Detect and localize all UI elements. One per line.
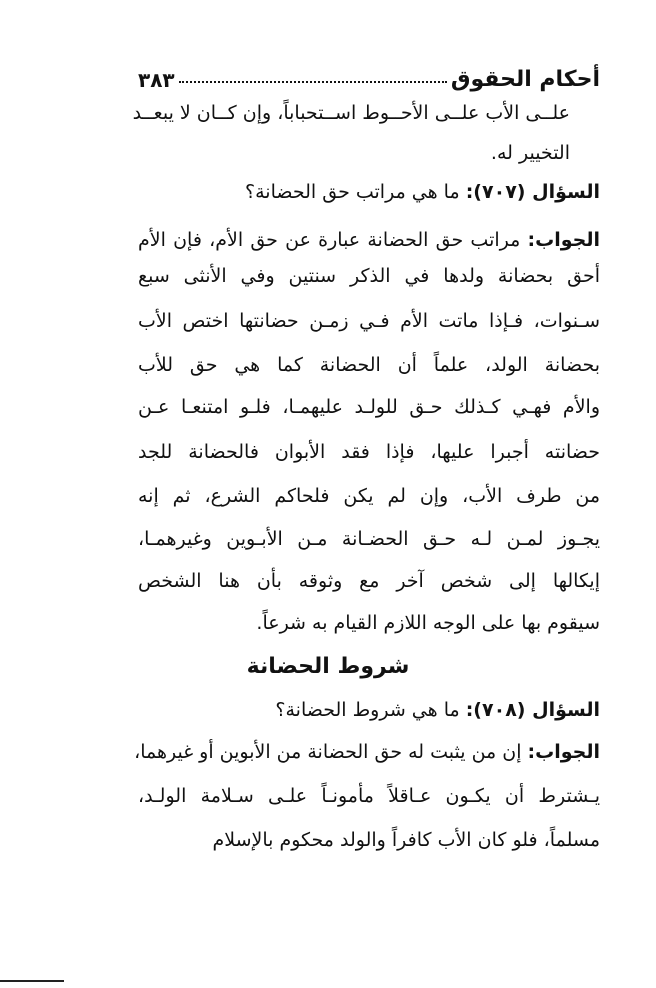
text-line: بحضانة الولد، علماً أن الحضانة كما هي حق للأب [138,354,600,376]
answer-label: الجواب: [527,229,600,251]
question-708 [138,695,600,725]
text-line: يـشترط أن يكـون عـاقلاً مأمونـاً علـى سـلامة الولـد، [138,785,600,807]
question-text: ما هي مراتب حق الحضانة؟ [245,181,460,203]
question-707 [138,177,600,207]
answer-708-first-line [134,737,600,767]
text-line: والأم فهـي كـذلك حـق للولـد عليهمـا، فلـو امتنعـا عـن [138,396,600,418]
text-line: إيكالها إلى شخص آخر مع وثوقه بأن هنا الشخص [138,570,600,592]
text-line: يجـوز لمـن لـه حـق الحضـانة مـن الأبـوين وغيرهمـا، [138,528,600,550]
text-line: حضانته أجبرا عليها، فإذا فقد الأبوان فالحضانة للجد [138,441,600,463]
answer-label: الجواب: [527,741,600,763]
answer-707-first-line [138,225,600,255]
text-line: سـنوات، فـإذا ماتت الأم فـي زمـن حضانتها اختص الأب [138,310,600,332]
question-label: السؤال (٧٠٨): [465,699,600,721]
header-title: أحكام الحقوق [450,67,600,92]
answer-text: مراتب حق الحضانة عبارة عن حق الأم، فإن الأم [138,229,521,251]
text-line: التخيير له. [490,142,570,164]
text-line: سيقوم بها على الوجه اللازم القيام به شرعاً. [256,612,600,634]
question-text: ما هي شروط الحضانة؟ [275,699,460,721]
page-number: ٣٨٣ [138,68,175,92]
answer-text: إن من يثبت له حق الحضانة من الأبوين أو غيرهما، [134,741,522,763]
running-header [138,52,600,92]
text-line: من طرف الأب، وإن لم يكن فلحاكم الشرع، ثم إنه [138,485,600,507]
question-label: السؤال (٧٠٧): [465,181,600,203]
text-line: أحق بحضانة ولدها في الذكر سنتين وفي الأنثى سبع [138,265,600,287]
header-dot-leader [179,81,447,83]
section-heading: شروط الحضانة [246,654,410,679]
footnote-rule [0,980,64,982]
text-line: مسلماً، فلو كان الأب كافراً والولد محكوم بالإسلام [212,829,600,851]
text-line: علــى الأب علــى الأحــوط اســتحباباً، وإن كــان لا يبعــد [132,102,570,124]
